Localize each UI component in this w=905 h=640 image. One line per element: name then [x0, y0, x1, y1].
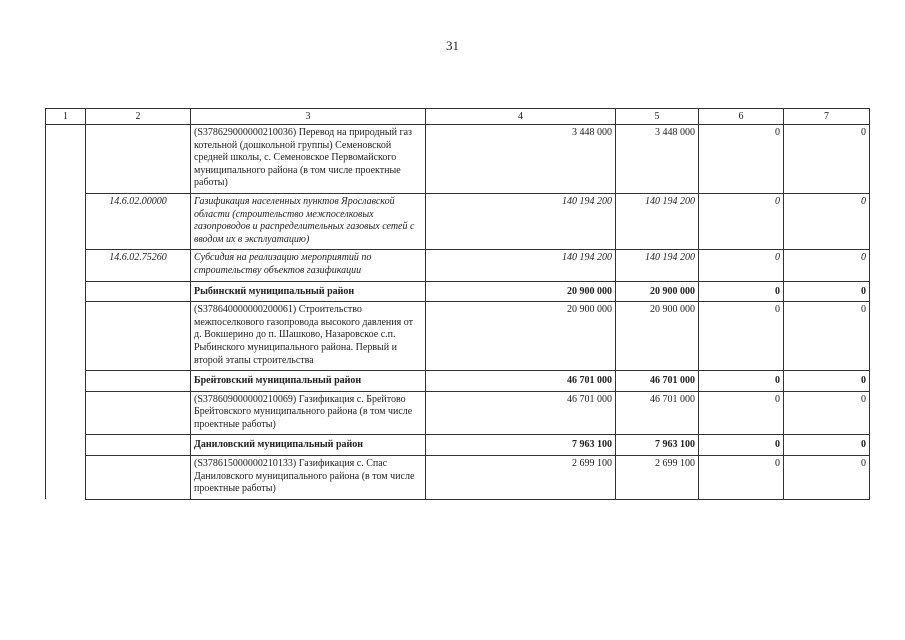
value-cell-6: 0 [699, 391, 784, 435]
code-cell [86, 435, 191, 456]
first-column-cell [46, 281, 86, 302]
header-cell: 3 [191, 109, 426, 125]
name-cell: Брейтовский муниципальный район [191, 371, 426, 392]
value-cell-6: 0 [699, 456, 784, 500]
value-cell-5: 3 448 000 [616, 125, 699, 194]
value-cell-4: 46 701 000 [426, 391, 616, 435]
first-column-cell [46, 125, 86, 194]
header-cell: 4 [426, 109, 616, 125]
value-cell-6: 0 [699, 302, 784, 371]
value-cell-5: 46 701 000 [616, 371, 699, 392]
table-row [46, 193, 870, 249]
value-cell-5: 2 699 100 [616, 456, 699, 500]
code-cell [86, 371, 191, 392]
budget-table [45, 108, 870, 500]
header-cell: 5 [616, 109, 699, 125]
value-cell-7: 0 [784, 371, 870, 392]
name-cell: Субсидия на реализацию мероприятий по строительству объектов газификации [191, 250, 426, 281]
name-cell: (S378609000000210069) Газификация с. Брейтово Брейтовского муниципального района (в том числе проектные работы) [191, 391, 426, 435]
code-cell [86, 456, 191, 500]
value-cell-7: 0 [784, 125, 870, 194]
code-cell [86, 302, 191, 371]
name-cell: (S378615000000210133) Газификация с. Спас Даниловского муниципального района (в том числе проектные работы) [191, 456, 426, 500]
first-column-cell [46, 193, 86, 249]
header-cell: 2 [86, 109, 191, 125]
table-row [46, 281, 870, 302]
value-cell-5: 20 900 000 [616, 302, 699, 371]
table-row [46, 456, 870, 500]
value-cell-4: 46 701 000 [426, 371, 616, 392]
value-cell-7: 0 [784, 250, 870, 281]
value-cell-7: 0 [784, 281, 870, 302]
code-cell: 14.6.02.00000 [86, 193, 191, 249]
value-cell-5: 20 900 000 [616, 281, 699, 302]
value-cell-7: 0 [784, 193, 870, 249]
value-cell-5: 46 701 000 [616, 391, 699, 435]
header-cell: 1 [46, 109, 86, 125]
value-cell-4: 20 900 000 [426, 302, 616, 371]
table-row [46, 302, 870, 371]
value-cell-5: 140 194 200 [616, 250, 699, 281]
value-cell-7: 0 [784, 435, 870, 456]
name-cell: (S378640000000200061) Строительство межпоселкового газопровода высокого давления от д. Вокшерино до п. Шашково, Назаровское с.п. Рыбинского муниципального района. Первый и второй этапы строительства [191, 302, 426, 371]
header-cell: 6 [699, 109, 784, 125]
value-cell-6: 0 [699, 281, 784, 302]
value-cell-7: 0 [784, 391, 870, 435]
first-column-cell [46, 435, 86, 456]
value-cell-6: 0 [699, 435, 784, 456]
name-cell: (S378629000000210036) Перевод на природный газ котельной (дошкольной группы) Семеновской средней школы, с. Семеновское Первомайского муниципального района (в том числе проектные работы) [191, 125, 426, 194]
value-cell-4: 7 963 100 [426, 435, 616, 456]
code-cell: 14.6.02.75260 [86, 250, 191, 281]
name-cell: Даниловский муниципальный район [191, 435, 426, 456]
header-row [46, 109, 870, 125]
value-cell-4: 20 900 000 [426, 281, 616, 302]
code-cell [86, 125, 191, 194]
value-cell-4: 3 448 000 [426, 125, 616, 194]
code-cell [86, 391, 191, 435]
first-column-cell [46, 391, 86, 435]
code-cell [86, 281, 191, 302]
table-row [46, 435, 870, 456]
table-row [46, 371, 870, 392]
value-cell-6: 0 [699, 250, 784, 281]
table-row [46, 125, 870, 194]
value-cell-4: 140 194 200 [426, 250, 616, 281]
value-cell-7: 0 [784, 302, 870, 371]
name-cell: Газификация населенных пунктов Ярославской области (строительство межпоселковых газопроводов и распределительных газовых сетей с вводом их в эксплуатацию) [191, 193, 426, 249]
first-column-cell [46, 456, 86, 500]
table-row [46, 250, 870, 281]
value-cell-7: 0 [784, 456, 870, 500]
first-column-cell [46, 371, 86, 392]
value-cell-5: 7 963 100 [616, 435, 699, 456]
value-cell-6: 0 [699, 193, 784, 249]
table-row [46, 391, 870, 435]
first-column-cell [46, 302, 86, 371]
page-number: 31 [446, 38, 459, 53]
name-cell: Рыбинский муниципальный район [191, 281, 426, 302]
value-cell-5: 140 194 200 [616, 193, 699, 249]
header-cell: 7 [784, 109, 870, 125]
value-cell-4: 140 194 200 [426, 193, 616, 249]
value-cell-6: 0 [699, 371, 784, 392]
value-cell-6: 0 [699, 125, 784, 194]
value-cell-4: 2 699 100 [426, 456, 616, 500]
first-column-cell [46, 250, 86, 281]
